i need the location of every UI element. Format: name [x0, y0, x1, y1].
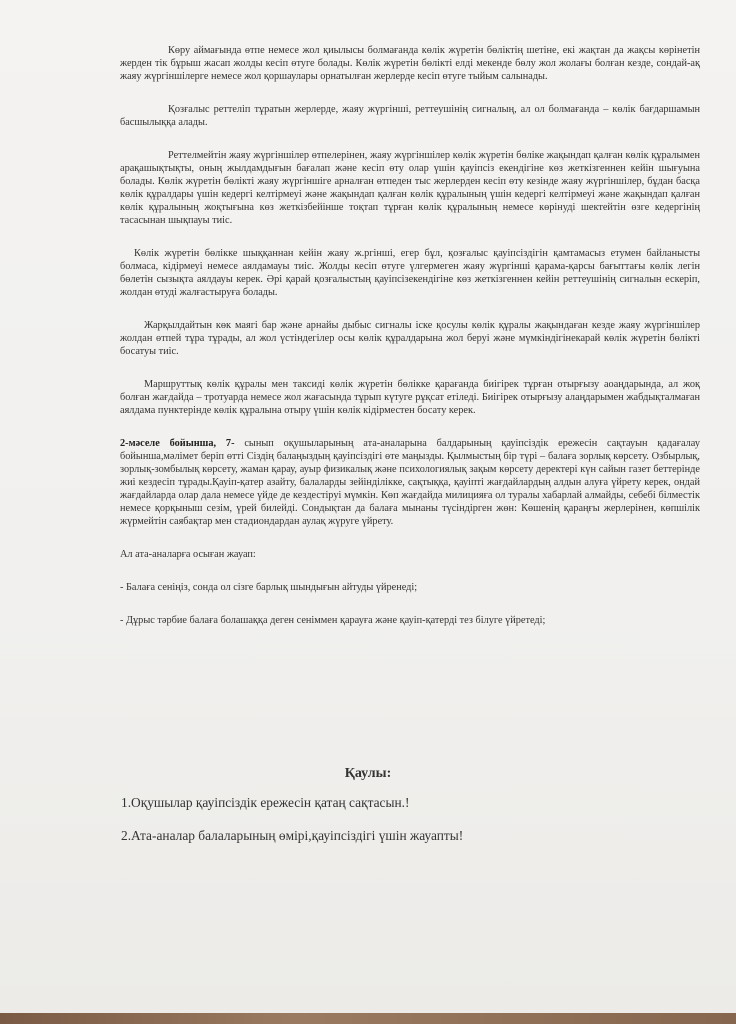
paragraph-regulated-crossing: Қозғалыс реттеліп тұратын жерлерде, жаяу жүргінші, реттеушінің сигналың, ал ол болмағанда – көлік бағдаршамын басшылыққа алады. [120, 104, 700, 128]
resolution-item: 2.Ата-аналар балаларының өмірі,қауіпсіздігі үшін жауапты! [121, 828, 464, 843]
paragraph-crossing-rules: Көру аймағында өтпе немесе жол қиылысы болмағанда көлік жүретін бөліктің шетіне, екі жақтан да жақсы көрінетін жерден тік бұрыш жасап жолды кесіп өтуге болады. Көлік жүретін бөлікті елді мекенде бөлу жол жолағы болған кезде, сондай-ақ жаяу жүргіншілерге немесе жол қоршаулары орнатылған жерлерде кесіп өтуге тыйым салынады. [120, 45, 700, 82]
paragraph-unregulated-crossing: Реттелмейтін жаяу жүргіншілер өтпелерінен, жаяу жүргіншілер көлік жүретін бөліке жақындап қалған көлік құралымен арақашықтықты, оның жылдамдығын бағалап және кесіп өту олар үшін қауіпсіз екендігіне көз жеткізгеннен кейін шығуына болады. Көлік жүретін бөлікті жаяу жүргіншіге арналған өтпеден тыс жерлерден кесіп өту кезінде жаяу жүргіншілер, бұдан басқа көлік құралдары үшін кедергі келтірмеуі және жақындап қалған көлік құралының үшін кедергі келтірмеуі және жақындап қалған көлік құралының жоқтығына көз жеткізбейінше тоқтап тұрған көлік құралының немесе көрінуді шектейтін өзге кедергінің тасасынан шықпауы тиіс. [120, 150, 700, 226]
resolution-item: 1.Оқушылар қауіпсіздік ережесін қатаң сақтасын.! [121, 795, 410, 810]
resolution-title: Қаулы: [344, 766, 392, 781]
background-floor [0, 1013, 736, 1024]
paragraph-emergency-vehicle: Жарқылдайтын көк маягі бар және арнайы дыбыс сигналы іске қосулы көлік құралы жақындаған кезде жаяу жүргіншілер жолдан өтпей тұра тұрады, ал жол үстіндегілер осы көлік құралдарына жол беруі және мүмкіндігінекарай көлік жүретін бөлікті босатуы тиіс. [120, 320, 700, 357]
paragraph-on-roadway: Көлік жүретін бөлікке шыққаннан кейін жаяу ж.ргінші, егер бұл, қозғалыс қауіпсіздігін қамтамасыз етумен байланысты болмаса, кідірмеуі немесе аялдамауы тиіс. Жолды кесіп өтуге үлгермеген жаяу жүргінші қарама-қарсы бағыттағы көлік легін бөлетін сызықта аялдауы керек. Әрі қарай қозғалыстың қауіпсізекендігіне көз жеткізгеннен кейін реттеушінің сигналын ескеріп, жолдан өтуді жалғастыруға болады. [120, 248, 700, 298]
paragraph-route-transport: Маршруттық көлік құралы мен таксиді көлік жүретін бөлікке қарағанда биігірек тұрған отырғызу аоаңдарында, ал жоқ болған жағдайда – тротуарда немесе жол жағасында тұрып күтуге рұқсат етіледі. Биігірек отырғызу алаңдарымен жабдықталмаған аялдама пунктерінде көлік құралына отыру үшін көлік кідірместен босату керек. [120, 379, 700, 416]
paragraph-issue-two [120, 437, 700, 528]
issue-heading: 2-мәселе бойынша, 7- [120, 438, 235, 449]
advice-item: - Балаға сеніңіз, сонда ол сізге барлық шындығын айтуды үйренеді; [120, 582, 418, 593]
advice-item: - Дұрыс тәрбие балаға болашаққа деген сеніммен қарауға және қауіп-қатерді тез білуге үйретеді; [120, 615, 546, 626]
document-body [120, 44, 700, 627]
advice-intro: Ал ата-аналарға осыған жауап: [120, 549, 256, 560]
issue-text: сынып оқушыларының ата-аналарына балдарының қауіпсіздік ережесін сақтауын қадағалау бойынша,мәлімет беріп өтті Сіздің балаңыздың қауіпсіздігі өте маңызды. Қылмыстың бір түрі – балаға зорлық көрсету. Озбырлық, зорлық-зомбылық көрсету, жаман қарау, ауыр физикалық және психологиялық зақым көрсету деректері күн сайын газет беттерінде жиі кездесіп тұрады.Қауіп-қатер азайту, балаларды зейінділікке, сақтыққа, қауіпті жағдайлардың алдын алуға үйрету керек, ондай жағдайларда олар дала немесе үйде де кездестіруі мүмкін. Көп жағдайда милицияға ол туралы хабарлай алмайды, себебі білместік немесе қорқыныш сезім, үрей билейді. Сондықтан да балаға мынаны түсіндірген жөн: Көшенің қараңғы жерлерінен, көпшілік жүрмейтін саябақтар мен стадиондардан аулақ жүруге үйрету. [120, 438, 701, 527]
